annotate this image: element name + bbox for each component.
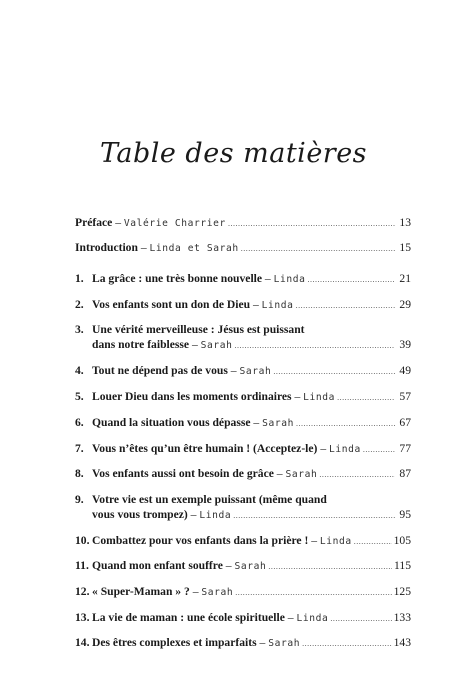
page-number: 21	[399, 272, 411, 285]
entry-author: Sarah	[239, 366, 272, 377]
separator: –	[227, 364, 240, 377]
toc-entry	[75, 441, 411, 457]
entry-body	[92, 271, 411, 287]
dot-leader	[354, 534, 392, 549]
toc-entry	[75, 271, 411, 287]
entry-author: Sarah	[200, 340, 233, 351]
entry-number: 13.	[75, 611, 90, 624]
entry-title: Introduction	[75, 241, 138, 254]
entry-body	[92, 322, 411, 353]
entry-text	[92, 337, 233, 353]
entry-title: Préface	[75, 216, 113, 229]
entry-title: Vous n’êtes qu’un être humain ! (Acceptez-le)	[92, 442, 318, 455]
dot-leader	[363, 442, 395, 457]
entry-line	[92, 363, 411, 379]
entry-line	[92, 271, 411, 287]
page-number: 133	[393, 611, 411, 624]
separator: –	[262, 272, 274, 285]
toc-entry	[75, 322, 411, 353]
entry-author: Linda	[319, 536, 352, 547]
page-number: 57	[399, 390, 411, 403]
entry-body	[92, 635, 411, 651]
separator: –	[189, 338, 201, 351]
entry-line	[92, 389, 411, 405]
entry-text	[92, 363, 271, 379]
page-title: Table des matières	[99, 138, 368, 169]
dot-leader	[235, 338, 395, 353]
entry-text	[75, 215, 226, 231]
entry-text	[92, 389, 335, 405]
entry-author: Linda	[273, 274, 306, 285]
separator: –	[273, 467, 286, 480]
page-number: 143	[393, 636, 411, 649]
dot-leader	[235, 585, 391, 600]
entry-line	[92, 533, 411, 549]
dot-leader	[233, 508, 395, 523]
page-number: 125	[393, 585, 411, 598]
separator: –	[189, 585, 202, 598]
toc-entry	[75, 415, 411, 431]
entry-line	[92, 507, 411, 523]
entry-author: Sarah	[268, 638, 301, 649]
entry-text	[92, 297, 294, 313]
entry-number: 3.	[75, 323, 84, 336]
entry-line	[92, 558, 411, 574]
dot-leader	[337, 390, 395, 405]
entry-line	[92, 337, 411, 353]
entry-title: Votre vie est un exemple puissant (même quand	[92, 493, 327, 506]
entry-text	[92, 441, 361, 457]
separator: –	[308, 534, 320, 547]
entry-body	[92, 297, 411, 313]
page-number: 13	[399, 216, 411, 229]
entry-author: Sarah	[262, 418, 294, 429]
separator: –	[137, 241, 150, 254]
entry-line	[92, 322, 411, 337]
separator: –	[187, 508, 200, 521]
entry-author: Linda	[261, 300, 294, 311]
separator: –	[256, 636, 269, 649]
page-number: 95	[399, 508, 411, 521]
entry-number: 6.	[75, 416, 84, 429]
separator: –	[250, 416, 263, 429]
entry-line	[92, 635, 411, 651]
entry-body	[92, 492, 411, 523]
entry-number: 2.	[75, 298, 84, 311]
entry-text	[92, 533, 352, 549]
entry-line	[92, 441, 411, 457]
entry-line	[92, 297, 411, 313]
page-number: 105	[393, 534, 411, 547]
entry-title: Louer Dieu dans les moments ordinaires	[92, 390, 292, 403]
entry-line	[92, 466, 411, 482]
entry-title: Vos enfants sont un don de Dieu	[92, 298, 251, 311]
entry-text	[75, 240, 239, 256]
entry-author: Linda	[329, 444, 361, 455]
toc-entry	[75, 635, 411, 651]
entry-title: Quand la situation vous dépasse	[92, 416, 251, 429]
entry-number: 7.	[75, 442, 84, 455]
entry-body	[75, 215, 411, 231]
dot-leader	[296, 298, 395, 313]
toc-entry	[75, 492, 411, 523]
separator: –	[112, 216, 124, 229]
entry-body	[92, 558, 411, 574]
toc-entry	[75, 533, 411, 549]
separator: –	[222, 559, 235, 572]
entry-text	[92, 507, 231, 523]
entry-author: Sarah	[285, 469, 318, 480]
separator: –	[250, 298, 262, 311]
toc-entry	[75, 240, 411, 256]
entry-line	[92, 584, 411, 600]
entry-author: Linda et Sarah	[149, 243, 239, 254]
entry-number: 8.	[75, 467, 84, 480]
dot-leader	[241, 241, 395, 256]
dot-leader	[302, 636, 392, 651]
dot-leader	[296, 416, 395, 431]
entry-title: Tout ne dépend pas de vous	[92, 364, 228, 377]
toc-entry	[75, 215, 411, 231]
entry-body	[92, 533, 411, 549]
entry-number: 12.	[75, 585, 90, 598]
page-number: 39	[399, 338, 411, 351]
entry-line	[92, 415, 411, 431]
toc-entry	[75, 389, 411, 405]
entry-body	[92, 415, 411, 431]
entry-title: dans notre faiblesse	[92, 338, 190, 351]
toc-entry	[75, 297, 411, 313]
entry-text	[92, 635, 300, 651]
page-number: 77	[399, 442, 411, 455]
dot-leader	[319, 467, 395, 482]
entry-title: Combattez pour vos enfants dans la prière !	[92, 534, 309, 547]
entry-number: 1.	[75, 272, 84, 285]
entry-body	[75, 240, 411, 256]
toc-entry	[75, 363, 411, 379]
entry-text	[92, 271, 306, 287]
dot-leader	[273, 364, 395, 379]
entry-title: La grâce : une très bonne nouvelle	[92, 272, 263, 285]
entry-author: Linda	[296, 613, 329, 624]
entry-text	[92, 558, 266, 574]
entry-text	[92, 584, 233, 600]
page-number: 115	[394, 559, 411, 572]
entry-author: Sarah	[234, 561, 267, 572]
entry-number: 4.	[75, 364, 84, 377]
entry-title: vous vous trompez)	[92, 508, 188, 521]
entry-author: Sarah	[201, 587, 234, 598]
entry-body	[92, 389, 411, 405]
page-number: 87	[399, 467, 411, 480]
separator: –	[317, 442, 330, 455]
page-number: 49	[399, 364, 411, 377]
entry-number: 14.	[75, 636, 90, 649]
entry-line	[75, 215, 411, 231]
entry-text	[92, 610, 328, 626]
page-number: 15	[399, 241, 411, 254]
toc-entry	[75, 466, 411, 482]
toc-entry	[75, 558, 411, 574]
toc-entry	[75, 584, 411, 600]
toc-entry	[75, 610, 411, 626]
separator: –	[284, 611, 297, 624]
entry-body	[92, 466, 411, 482]
dot-leader	[228, 216, 395, 231]
entry-title: Vos enfants aussi ont besoin de grâce	[92, 467, 274, 480]
entry-author: Valérie Charrier	[123, 218, 226, 229]
entry-number: 5.	[75, 390, 84, 403]
entry-title: Une vérité merveilleuse : Jésus est puissant	[92, 323, 305, 336]
entry-title: « Super-Maman » ?	[92, 585, 190, 598]
entry-number: 9.	[75, 493, 84, 506]
entry-title: Des êtres complexes et imparfaits	[92, 636, 257, 649]
entry-body	[92, 584, 411, 600]
entry-title: Quand mon enfant souffre	[92, 559, 223, 572]
entry-text	[92, 466, 317, 482]
entry-line	[92, 610, 411, 626]
dot-leader	[268, 559, 392, 574]
entry-line	[92, 492, 411, 507]
entry-number: 11.	[75, 559, 89, 572]
separator: –	[291, 390, 304, 403]
entry-title: La vie de maman : une école spirituelle	[92, 611, 285, 624]
page-number: 29	[399, 298, 411, 311]
entry-author: Linda	[199, 510, 232, 521]
entry-number: 10.	[75, 534, 90, 547]
entry-author: Linda	[303, 392, 336, 403]
dot-leader	[330, 611, 391, 626]
entry-body	[92, 610, 411, 626]
entry-body	[92, 363, 411, 379]
entry-line	[75, 240, 411, 256]
page-number: 67	[399, 416, 411, 429]
dot-leader	[308, 272, 395, 287]
entry-text	[92, 415, 294, 431]
entry-body	[92, 441, 411, 457]
